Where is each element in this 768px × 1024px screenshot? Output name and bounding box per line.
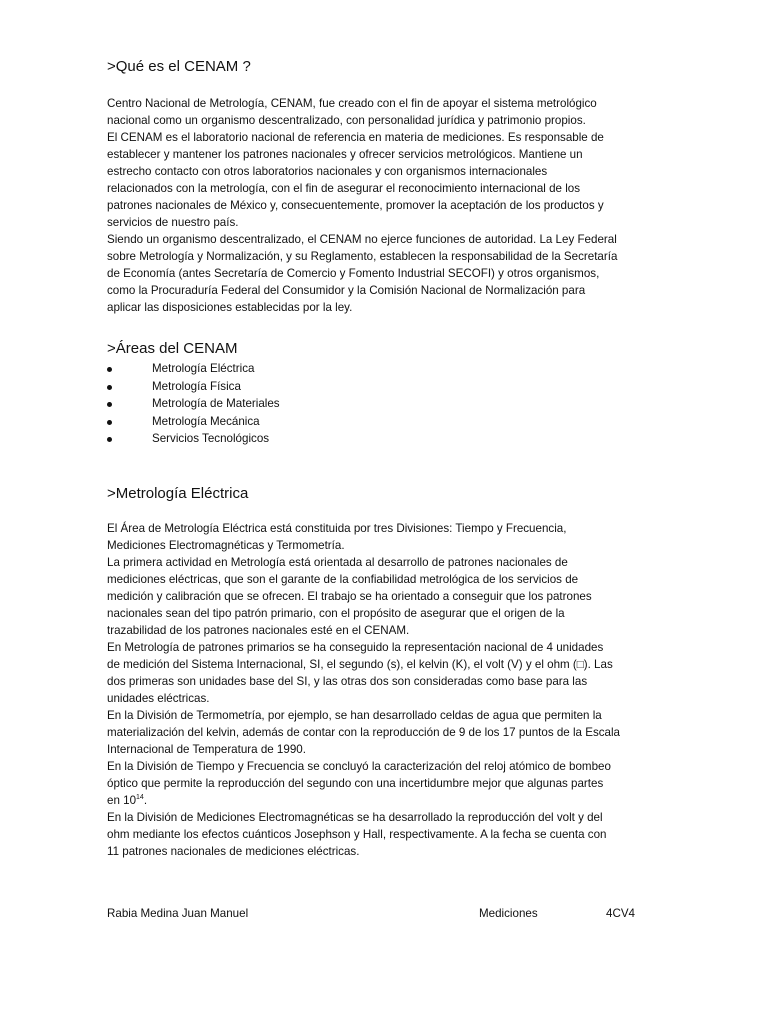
heading-metrologia-electrica: >Metrología Eléctrica: [107, 485, 249, 502]
heading-areas-cenam: >Áreas del CENAM: [107, 340, 238, 357]
list-item: [107, 378, 280, 396]
list-item-label: Servicios Tecnológicos: [152, 432, 270, 445]
list-item-label: Metrología de Materiales: [152, 397, 280, 410]
text-line: de Economía (antes Secretaría de Comercio y Fomento Industrial SECOFI) y otros organismos,: [107, 267, 600, 280]
text-line: La primera actividad en Metrología está orientada al desarrollo de patrones nacionales de: [107, 556, 568, 569]
text-line-power: [107, 792, 663, 809]
text-line: mediciones eléctricas, que son el garante de la confiabilidad metrológica de los servicios de: [107, 573, 579, 586]
list-item: [107, 360, 280, 378]
text-line: El CENAM es el laboratorio nacional de referencia en materia de mediciones. Es responsable de: [107, 131, 604, 144]
text-line: patrones nacionales de México y, consecuentemente, promover la aceptación de los productos y: [107, 199, 604, 212]
text-line: estrecho contacto con otros laboratorios nacionales y con organismos internacionales: [107, 165, 548, 178]
list-item: [107, 413, 280, 431]
text-line: nacional como un organismo descentralizado, con personalidad jurídica y patrimonio propios.: [107, 114, 586, 127]
text-line: servicios de nuestro país.: [107, 216, 239, 229]
text-line: sobre Metrología y Normalización, y su Reglamento, establecen la responsabilidad de la Secretaría: [107, 250, 618, 263]
text-line: aplicar las disposiciones establecidas por la ley.: [107, 301, 353, 314]
list-item-label: Metrología Mecánica: [152, 414, 260, 428]
areas-list: [107, 360, 280, 448]
list-item-label: Metrología Física: [152, 379, 241, 393]
footer-group: 4CV4: [606, 907, 636, 920]
list-item: [107, 430, 280, 448]
bullet-icon: [107, 420, 112, 425]
paragraph-metrologia-electrica: [107, 520, 663, 860]
text-line: En Metrología de patrones primarios se ha conseguido la representación nacional de 4 unidades: [107, 641, 604, 654]
text-line: relacionados con la metrología, con el fin de asegurar el reconocimiento internacional de los: [107, 182, 581, 195]
text-line: Centro Nacional de Metrología, CENAM, fue creado con el fin de apoyar el sistema metrológico: [107, 97, 597, 110]
bullet-icon: [107, 437, 112, 442]
text-line: 11 patrones nacionales de mediciones eléctricas.: [107, 845, 360, 858]
text-line: de medición del Sistema Internacional, SI, el segundo (s), el kelvin (K), el volt (V) y el ohm (□). Las: [107, 658, 613, 671]
power-exponent: 14: [136, 794, 144, 802]
bullet-icon: [107, 402, 112, 407]
text-line: En la División de Tiempo y Frecuencia se concluyó la caracterización del reloj atómico de bombeo: [107, 760, 611, 773]
text-line: Mediciones Electromagnéticas y Termometría.: [107, 539, 345, 552]
list-item-label: Metrología Eléctrica: [152, 362, 255, 375]
text-line: En la División de Mediciones Electromagnéticas se ha desarrollado la reproducción del volt y del: [107, 811, 603, 824]
text-line: trazabilidad de los patrones nacionales esté en el CENAM.: [107, 624, 410, 637]
text-line: nacionales sean del tipo patrón primario, con el propósito de asegurar que el origen de la: [107, 607, 565, 620]
text-line: Internacional de Temperatura de 1990.: [107, 743, 306, 756]
heading-que-es-cenam: >Qué es el CENAM ?: [107, 58, 251, 75]
list-item: [107, 395, 280, 413]
text-line: establecer y mantener los patrones nacionales y ofrecer servicios metrológicos. Mantiene un: [107, 148, 583, 161]
power-base: en 10: [107, 794, 137, 807]
bullet-icon: [107, 367, 112, 372]
text-line: medición y calibración que se ofrecen. El trabajo se ha orientado a conseguir que los patrones: [107, 590, 592, 603]
power-tail: .: [143, 794, 148, 807]
footer-author: Rabia Medina Juan Manuel: [107, 907, 249, 920]
text-line: dos primeras son unidades base del SI, y las otras dos son consideradas como base para las: [107, 675, 588, 688]
text-line: ohm mediante los efectos cuánticos Josephson y Hall, respectivamente. A la fecha se cuenta con: [107, 828, 607, 841]
text-line: El Área de Metrología Eléctrica está constituida por tres Divisiones: Tiempo y Frecuencia,: [107, 522, 567, 535]
text-line: En la División de Termometría, por ejemplo, se han desarrollado celdas de agua que permiten la: [107, 709, 602, 722]
paragraph-que-es-cenam: [107, 95, 663, 316]
text-line: Siendo un organismo descentralizado, el CENAM no ejerce funciones de autoridad. La Ley Federal: [107, 233, 617, 246]
bullet-icon: [107, 385, 112, 390]
text-line: como la Procuraduría Federal del Consumidor y la Comisión Nacional de Normalización para: [107, 284, 586, 297]
text-line: materialización del kelvin, además de contar con la reproducción de 9 de los 17 puntos de la Escala: [107, 726, 621, 739]
text-line: unidades eléctricas.: [107, 692, 210, 705]
text-line: óptico que permite la reproducción del segundo con una incertidumbre mejor que algunas partes: [107, 777, 604, 790]
footer-subject: Mediciones: [479, 907, 538, 920]
